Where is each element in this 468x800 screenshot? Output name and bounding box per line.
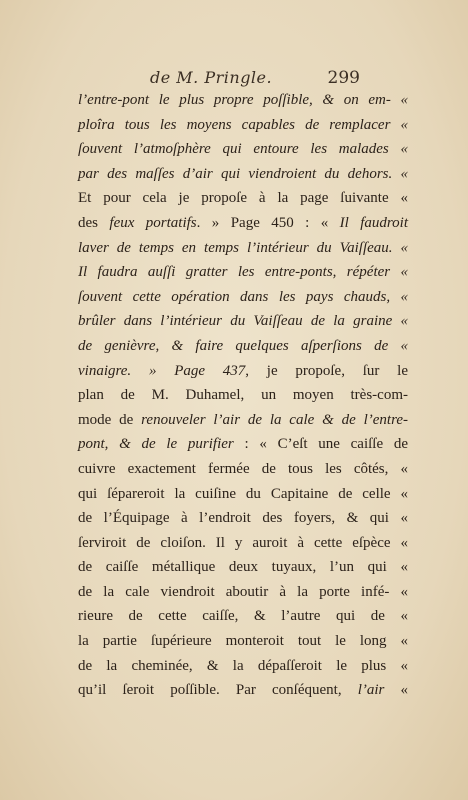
text-line	[78, 506, 408, 531]
text-line	[78, 654, 408, 679]
text-segment: Et pour cela je propoſe à la page ſuivante «	[78, 190, 408, 207]
text-segment: qui ſépareroit la cuiſine du Capitaine de celle «	[78, 485, 408, 502]
text-line	[78, 580, 408, 605]
text-segment: par des maſſes d’air qui viendroient du dehors. «	[78, 165, 408, 182]
text-segment: ſerviroit de cloiſon. Il y auroit à cette eſpèce «	[78, 534, 408, 551]
text-line	[78, 309, 408, 334]
body-text	[78, 88, 408, 703]
text-segment: cuivre exactement fermée de tous les côtés, «	[78, 460, 408, 477]
text-segment: : « C’eſt une caiſſe de	[233, 436, 409, 453]
text-line	[78, 383, 408, 408]
text-segment: qu’il ſeroit poſſible. Par conſéquent,	[78, 682, 358, 699]
text-segment: l’entre-pont le plus propre poſſible, & on em- «	[78, 92, 408, 108]
text-line	[78, 359, 408, 384]
text-segment: laver de temps en temps l’intérieur du Vaiſſeau. «	[78, 239, 408, 256]
text-segment: mode de	[78, 411, 142, 428]
text-segment: . » Page 450 : «	[196, 214, 340, 231]
text-line	[78, 555, 408, 580]
text-segment: Il faudroit	[339, 214, 409, 231]
text-line	[78, 531, 408, 556]
text-line	[78, 629, 408, 654]
text-segment: de la cale viendroit aboutir à la porte infé- «	[78, 583, 408, 600]
text-segment: renouveler l’air de la cale & de l’entre-	[141, 411, 408, 428]
text-line	[78, 211, 408, 236]
text-segment: de caiſſe métallique deux tuyaux, l’un qui «	[78, 559, 408, 576]
text-segment: vinaigre. » Page 437	[78, 362, 246, 379]
text-segment: la partie ſupérieure monteroit tout le long «	[78, 633, 408, 650]
text-segment: ploîra tous les moyens capables de remplacer «	[78, 116, 408, 133]
text-segment: , je propoſe, ſur le	[245, 362, 408, 379]
text-segment: de l’Équipage à l’endroit des foyers, & qui «	[78, 510, 408, 527]
text-line	[78, 162, 408, 187]
text-line	[78, 604, 408, 629]
text-segment: des	[78, 214, 110, 231]
text-line	[78, 137, 408, 162]
text-segment: brûler dans l’intérieur du Vaiſſeau de la graine «	[78, 313, 408, 330]
text-segment: feux portatifs	[109, 214, 197, 231]
text-line	[78, 186, 408, 211]
text-line	[78, 678, 408, 703]
text-line	[78, 457, 408, 482]
text-segment: plan de M. Duhamel, un moyen très-com-	[78, 387, 408, 404]
text-segment: ſouvent cette opération dans les pays chauds, «	[78, 288, 408, 305]
text-line	[78, 432, 408, 457]
text-segment: de genièvre, & faire quelques aſperſions de «	[78, 337, 408, 354]
text-segment: rieure de cette caiſſe, & l’autre qui de «	[78, 608, 408, 625]
text-segment: Il faudra auſſi gratter les entre-ponts, répéter «	[78, 264, 408, 281]
text-segment: «	[384, 682, 408, 699]
text-line	[78, 88, 408, 113]
text-line	[78, 408, 408, 433]
text-line	[78, 482, 408, 507]
text-segment: de la cheminée, & la dépaſſeroit le plus «	[78, 657, 408, 674]
running-head: de M. Pringle.	[150, 68, 273, 87]
text-line	[78, 260, 408, 285]
text-line	[78, 285, 408, 310]
page-header	[150, 68, 360, 88]
text-segment: pont, & de le purifier	[78, 436, 234, 453]
text-line	[78, 113, 408, 138]
text-line	[78, 236, 408, 261]
text-segment: ſouvent l’atmoſphère qui entoure les malades «	[78, 141, 408, 158]
text-segment: l’air	[357, 682, 385, 699]
text-line	[78, 334, 408, 359]
page-number: 299	[327, 68, 360, 88]
